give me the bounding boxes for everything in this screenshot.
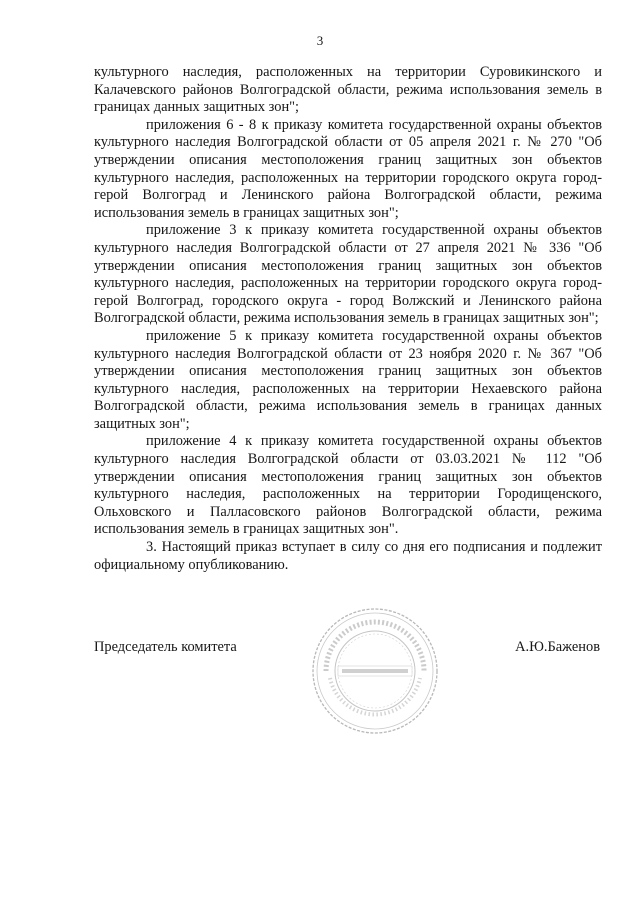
signature-title: Председатель комитета bbox=[94, 639, 237, 655]
paragraph-clause-3: 3. Настоящий приказ вступает в силу со дня его подписания и подлежит официальному опубликованию. bbox=[94, 539, 602, 573]
official-stamp bbox=[310, 606, 440, 736]
paragraph-appendix-3: приложение 3 к приказу комитета государственной охраны объектов культурного наследия Волгоградской области от 27 апреля 2021 № 336 "Об утверждении описания местоположения границ защитных зон объектов культурного наследия, расположенных на территории городского округа город-герой Волгоград, городского округа - город Волжский и Ленинского района Волгоградской области, режима использования земель в границах защитных зон"; bbox=[94, 222, 602, 327]
page-number: 3 bbox=[316, 33, 324, 48]
paragraph-continuation: культурного наследия, расположенных на территории Суровикинского и Калачевского районов Волгоградской области, режима использования земель в границах данных защитных зон"; bbox=[94, 64, 602, 116]
paragraph-appendix-6-8: приложения 6 - 8 к приказу комитета государственной охраны объектов культурного наследия Волгоградской области от 05 апреля 2021 г. № 270 "Об утверждении описания местоположения границ защитных зон объектов культурного наследия, расположенных на территории городского округа город-герой Волгоград и Ленинского района Волгоградской области, режима использования земель в границах защитных зон"; bbox=[94, 116, 602, 221]
paragraph-appendix-5: приложение 5 к приказу комитета государственной охраны объектов культурного наследия Волгоградской области от 23 ноября 2020 г. № 367 "Об утверждении описания местоположения границ защитных зон объектов культурного наследия, расположенных на территории Нехаевского района Волгоградской области, режима использования земель в границах данных защитных зон"; bbox=[94, 327, 602, 432]
document-body bbox=[94, 64, 602, 574]
signatory-name: А.Ю.Баженов bbox=[515, 639, 600, 655]
paragraph-appendix-4: приложение 4 к приказу комитета государственной охраны объектов культурного наследия Волгоградской области от 03.03.2021 № 112 "Об утверждении описания местоположения границ защитных зон объектов культурного наследия, расположенных на территории Городищенского, Ольховского и Палласовского районов Волгоградской области, режима использования земель в границах защитных зон". bbox=[94, 433, 602, 538]
